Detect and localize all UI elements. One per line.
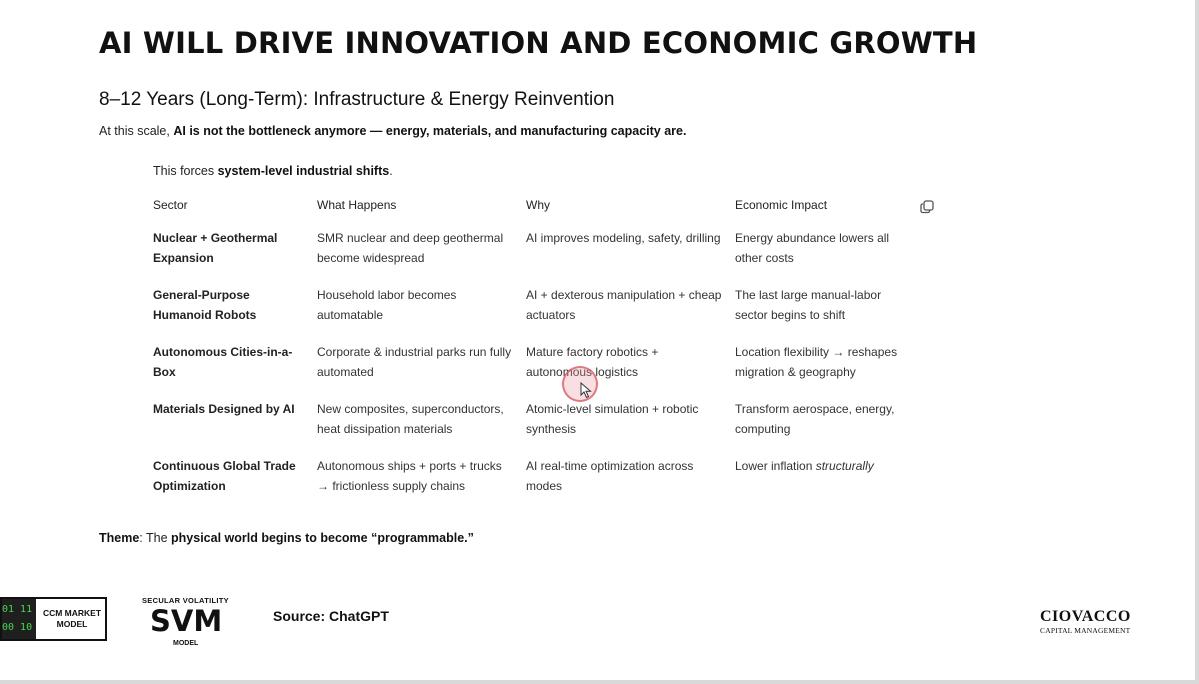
cell-what-happens: Corporate & industrial parks run fully automated [317,345,512,379]
ciovacco-logo-subtitle: CAPITAL MANAGEMENT [1040,626,1131,635]
copy-icon[interactable] [919,200,935,214]
ccm-bits-line: 01 11 [2,604,33,615]
cell-economic-impact [729,338,921,395]
cell-why: Atomic-level simulation + robotic synthesis [526,402,699,436]
header-economic-impact: Economic Impact [735,198,828,212]
table-row [147,281,921,338]
impact-text: Energy abundance lowers all other costs [735,231,890,265]
window-frame-right [1195,0,1199,684]
forces-prefix: This forces [153,164,218,178]
cell-sector: Materials Designed by AI [153,402,295,416]
forces-suffix: . [389,164,393,178]
ciovacco-logo: CIOVACCO [1040,608,1131,625]
intro-bold: AI is not the bottleneck anymore — energy, materials, and manufacturing capacity are. [173,124,687,138]
cell-sector: Nuclear + Geothermal Expansion [153,231,278,265]
cell-economic-impact [729,395,921,452]
cell-what-happens: New composites, superconductors, heat dissipation materials [317,402,504,436]
header-what-happens: What Happens [317,198,397,212]
cell-sector: Autonomous Cities-in-a-Box [153,345,293,379]
cell-what-happens: SMR nuclear and deep geothermal become widespread [317,231,504,265]
impact-text: Transform aerospace, energy, computing [735,402,895,436]
header-why: Why [526,198,550,212]
intro-text [99,124,686,138]
slide-title: AI WILL DRIVE INNOVATION AND ECONOMIC GROWTH [99,26,978,60]
intro-prefix: At this scale, [99,124,174,138]
table-header-row [147,192,921,224]
svm-logo-top-text: SECULAR VOLATILITY [142,596,229,605]
impact-text: Location flexibility → reshapes migration & geography [735,345,898,379]
svm-logo: SVM [150,604,223,638]
theme-label: Theme [99,531,140,545]
cell-economic-impact [729,224,921,281]
cell-sector: General-Purpose Humanoid Robots [153,288,257,322]
cell-economic-impact [729,452,921,509]
impact-text: Lower inflation [735,459,816,473]
cell-what-happens: Household labor becomes automatable [317,288,457,322]
impact-italic: structurally [815,459,874,473]
header-sector: Sector [153,198,188,212]
forces-bold: system-level industrial shifts [217,164,390,178]
source-note: Source: ChatGPT [273,608,389,624]
cell-why: AI real-time optimization across modes [526,459,694,493]
section-heading: 8–12 Years (Long-Term): Infrastructure & Energy Reinvention [99,89,615,110]
table-row [147,224,921,281]
cell-economic-impact [729,281,921,338]
table-row [147,395,921,452]
ccm-market-model-logo [0,597,107,641]
theme-bold: physical world begins to become “programmable.” [171,531,474,545]
cell-what-happens: Autonomous ships + ports + trucks → frictionless supply chains [317,459,502,493]
mouse-cursor-icon [580,382,592,399]
table-row [147,338,921,395]
ccm-binary-graphic [2,599,36,639]
cell-why: AI + dexterous manipulation + cheap actuators [526,288,722,322]
window-frame-bottom [0,680,1199,684]
cell-sector: Continuous Global Trade Optimization [153,459,296,493]
ccm-logo-text: CCM MARKET MODEL [42,608,102,629]
theme-mid: : The [139,531,172,545]
theme-text [99,531,474,545]
cell-why: Mature factory robotics + autonomous logistics [526,345,659,379]
sector-table [147,192,921,509]
svm-logo-bottom-text: MODEL [173,640,199,647]
impact-text: The last large manual-labor sector begins to shift [735,288,882,322]
cell-why: AI improves modeling, safety, drilling [526,231,721,245]
table-row [147,452,921,509]
forces-text [153,164,393,178]
ccm-bits-line: 00 10 [2,622,33,633]
